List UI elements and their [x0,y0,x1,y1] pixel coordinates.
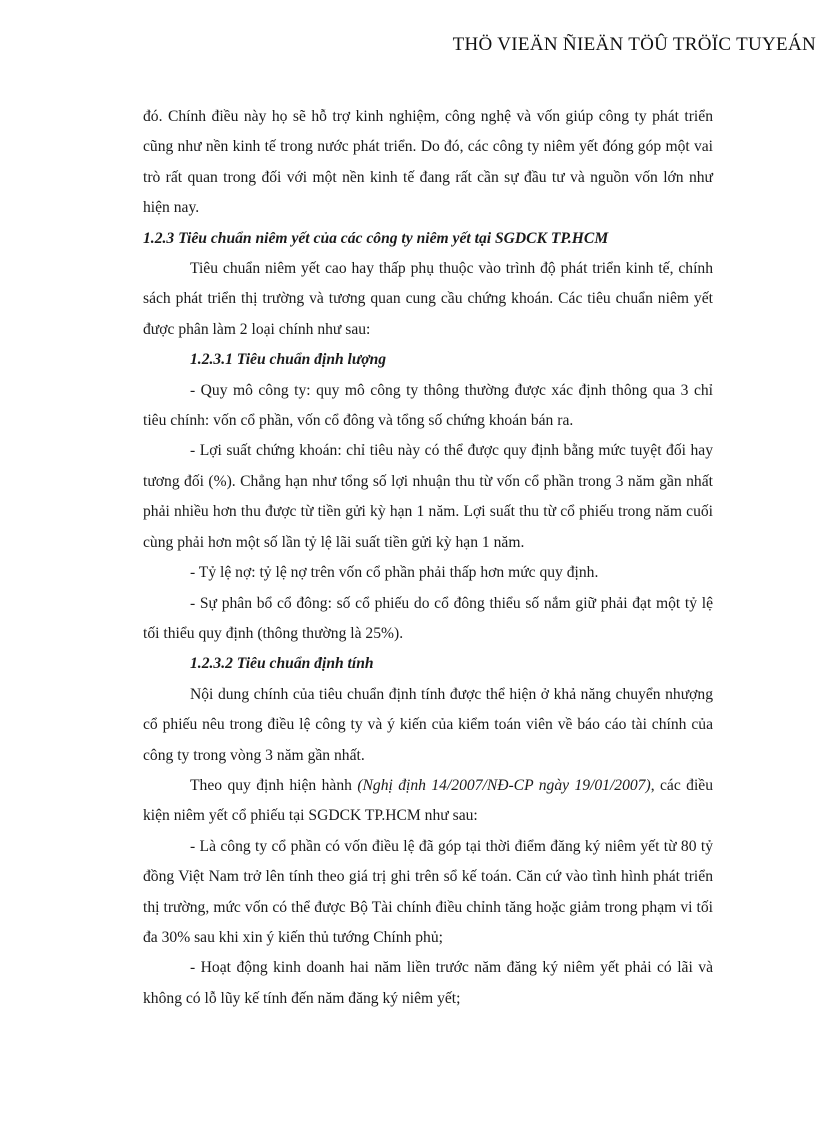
page-header: THÖ VIEÄN ÑIEÄN TÖÛ TRÖÏC TUYEÁN [452,34,816,55]
paragraph-business-operation: - Hoạt động kinh doanh hai năm liền trước năm đăng ký niêm yết phải có lãi và không có lỗ lũy kế tính đến năm đăng ký niêm yết; [143,959,713,1007]
regulation-text-post: , các điều kiện niêm yết cổ phiếu tại SGDCK TP.HCM như sau: [143,776,714,825]
decree-reference: (Nghị định 14/2007/NĐ-CP ngày 19/01/2007) [357,776,651,794]
section-heading-1-2-3: 1.2.3 Tiêu chuẩn niêm yết của các công ty niêm yết tại SGDCK TP.HCM [143,229,609,247]
paragraph-charter-capital: - Là công ty cổ phần có vốn điều lệ đã góp tại thời điểm đăng ký niêm yết từ 80 tỷ đồng Việt Nam trở lên tính theo giá trị ghi trên sổ kế toán. Căn cứ vào tình hình phát triển thị trường, mức vốn có thể được Bộ Tài chính điều chỉnh tăng hoặc giảm trong phạm vi tối đa 30% sau khi xin ý kiến thủ tướng Chính phủ; [143,837,713,946]
subsection-heading-1-2-3-2: 1.2.3.2 Tiêu chuẩn định tính [190,655,374,673]
document-body [143,102,713,1014]
paragraph-qualitative-content: Nội dung chính của tiêu chuẩn định tính được thể hiện ở khả năng chuyển nhượng cổ phiếu nêu trong điều lệ công ty và ý kiến của kiểm toán viên về báo cáo tài chính của công ty trong vòng 3 năm gần nhất. [143,685,713,764]
paragraph-shareholder-distribution: - Sự phân bổ cổ đông: số cổ phiếu do cổ đông thiểu số nắm giữ phải đạt một tỷ lệ tối thiểu quy định (thông thường là 25%). [143,594,713,642]
subsection-heading-1-2-3-1: 1.2.3.1 Tiêu chuẩn định lượng [190,351,387,369]
paragraph-company-scale: - Quy mô công ty: quy mô công ty thông thường được xác định thông qua 3 chỉ tiêu chính: vốn cổ phần, vốn cổ đông và tổng số chứng khoán bán ra. [143,381,713,430]
paragraph-securities-yield: - Lợi suất chứng khoán: chỉ tiêu này có thể được quy định bằng mức tuyệt đối hay tương đối (%). Chẳng hạn như tổng số lợi nhuận thu từ vốn cổ phần trong 3 năm gần nhất phải nhiều hơn thu được từ tiền gửi kỳ hạn 1 năm. Lợi suất thu từ cổ phiếu trong năm cuối cùng phải hơn một số lần tỷ lệ lãi suất tiền gửi kỳ hạn 1 năm. [143,442,713,551]
paragraph-current-regulation [143,771,713,832]
paragraph-intro: đó. Chính điều này họ sẽ hỗ trợ kinh nghiệm, công nghệ và vốn giúp công ty phát triển cũng như nền kinh tế trong nước phát triển. Do đó, các công ty niêm yết đóng góp một vai trò rất quan trong đối với một nền kinh tế đang rất cần sự đầu tư và nguồn vốn lớn như hiện nay. [143,108,713,217]
paragraph-debt-ratio: - Tỷ lệ nợ: tỷ lệ nợ trên vốn cổ phần phải thấp hơn mức quy định. [190,564,599,582]
paragraph-listing-standards: Tiêu chuẩn niêm yết cao hay thấp phụ thuộc vào trình độ phát triển kinh tế, chính sách phát triển thị trường và tương quan cung cầu chứng khoán. Các tiêu chuẩn niêm yết được phân làm 2 loại chính như sau: [143,260,713,338]
regulation-text-pre: Theo quy định hiện hành [190,776,358,794]
